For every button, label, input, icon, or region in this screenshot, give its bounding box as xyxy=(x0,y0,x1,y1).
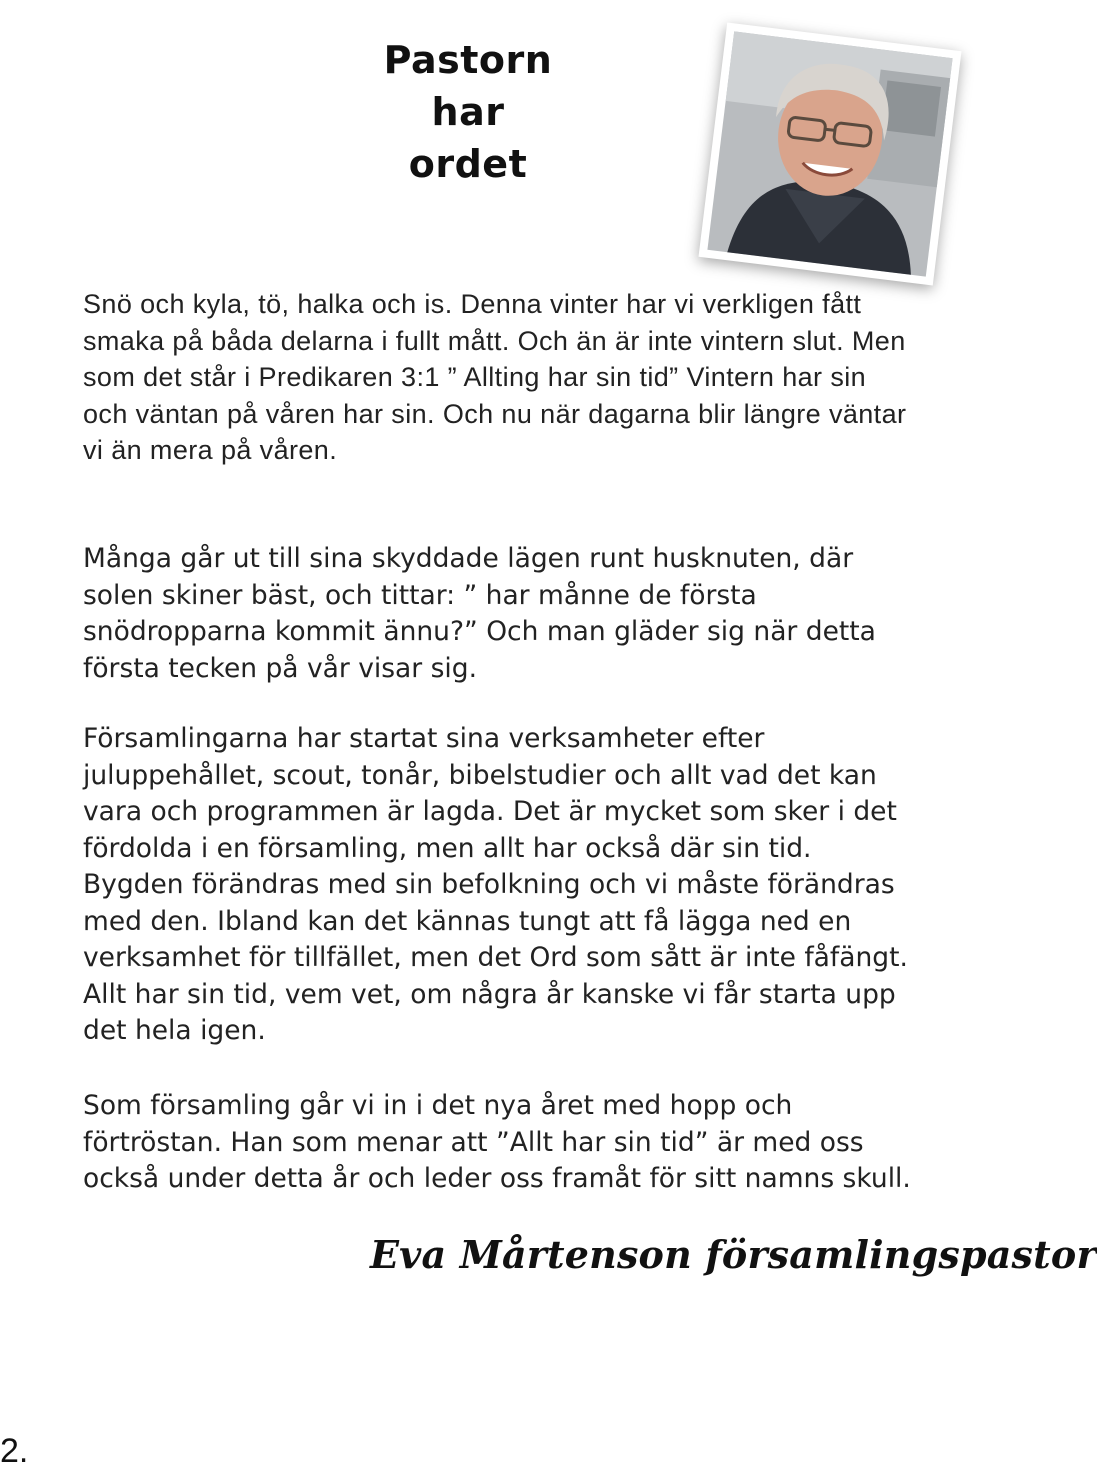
signature: Eva Mårtenson församlingspastor xyxy=(370,1232,1097,1277)
title-line-3: ordet xyxy=(408,142,528,186)
paragraph-1: Snö och kyla, tö, halka och is. Denna vinter har vi verkligen fått smaka på båda delarna i fullt mått. Och än är inte vintern slut. Men som det står i Predikaren 3:1 ” Allting har sin tid” Vintern har sin och väntan på våren har sin. Och nu när dagarna blir längre väntar vi än mera på våren. xyxy=(83,289,907,465)
page-number: 2. xyxy=(0,1432,29,1470)
title-line-1: Pastorn xyxy=(383,38,553,82)
paragraph-3: Församlingarna har startat sina verksamheter efter juluppehållet, scout, tonår, bibelstudier och allt vad det kan vara och programmen är lagda. Det är mycket som sker i det fördolda i en församling, men allt har också där sin tid. Bygden förändras med sin befolkning och vi måste förändras med den. Ibland kan det kännas tungt att få lägga ned en verksamhet för tillfället, men det Ord som sått är inte fåfängt. Allt har sin tid, vem vet, om några år kanske vi får starta upp det hela igen. xyxy=(83,723,908,1046)
portrait-image xyxy=(707,31,952,276)
paragraph-2: Många går ut till sina skyddade lägen runt husknuten, där solen skiner bäst, och tittar: ” har månne de första snödropparna kommit ännu?” Och man gläder sig när detta första tecken på vår visar sig. xyxy=(83,543,876,684)
portrait-photo xyxy=(698,22,961,285)
paragraph-4: Som församling går vi in i det nya året med hopp och förtröstan. Han som menar att ”Allt har sin tid” är med oss också under detta år och leder oss framåt för sitt namns skull. xyxy=(83,1090,911,1194)
title-line-2: har xyxy=(431,90,505,134)
